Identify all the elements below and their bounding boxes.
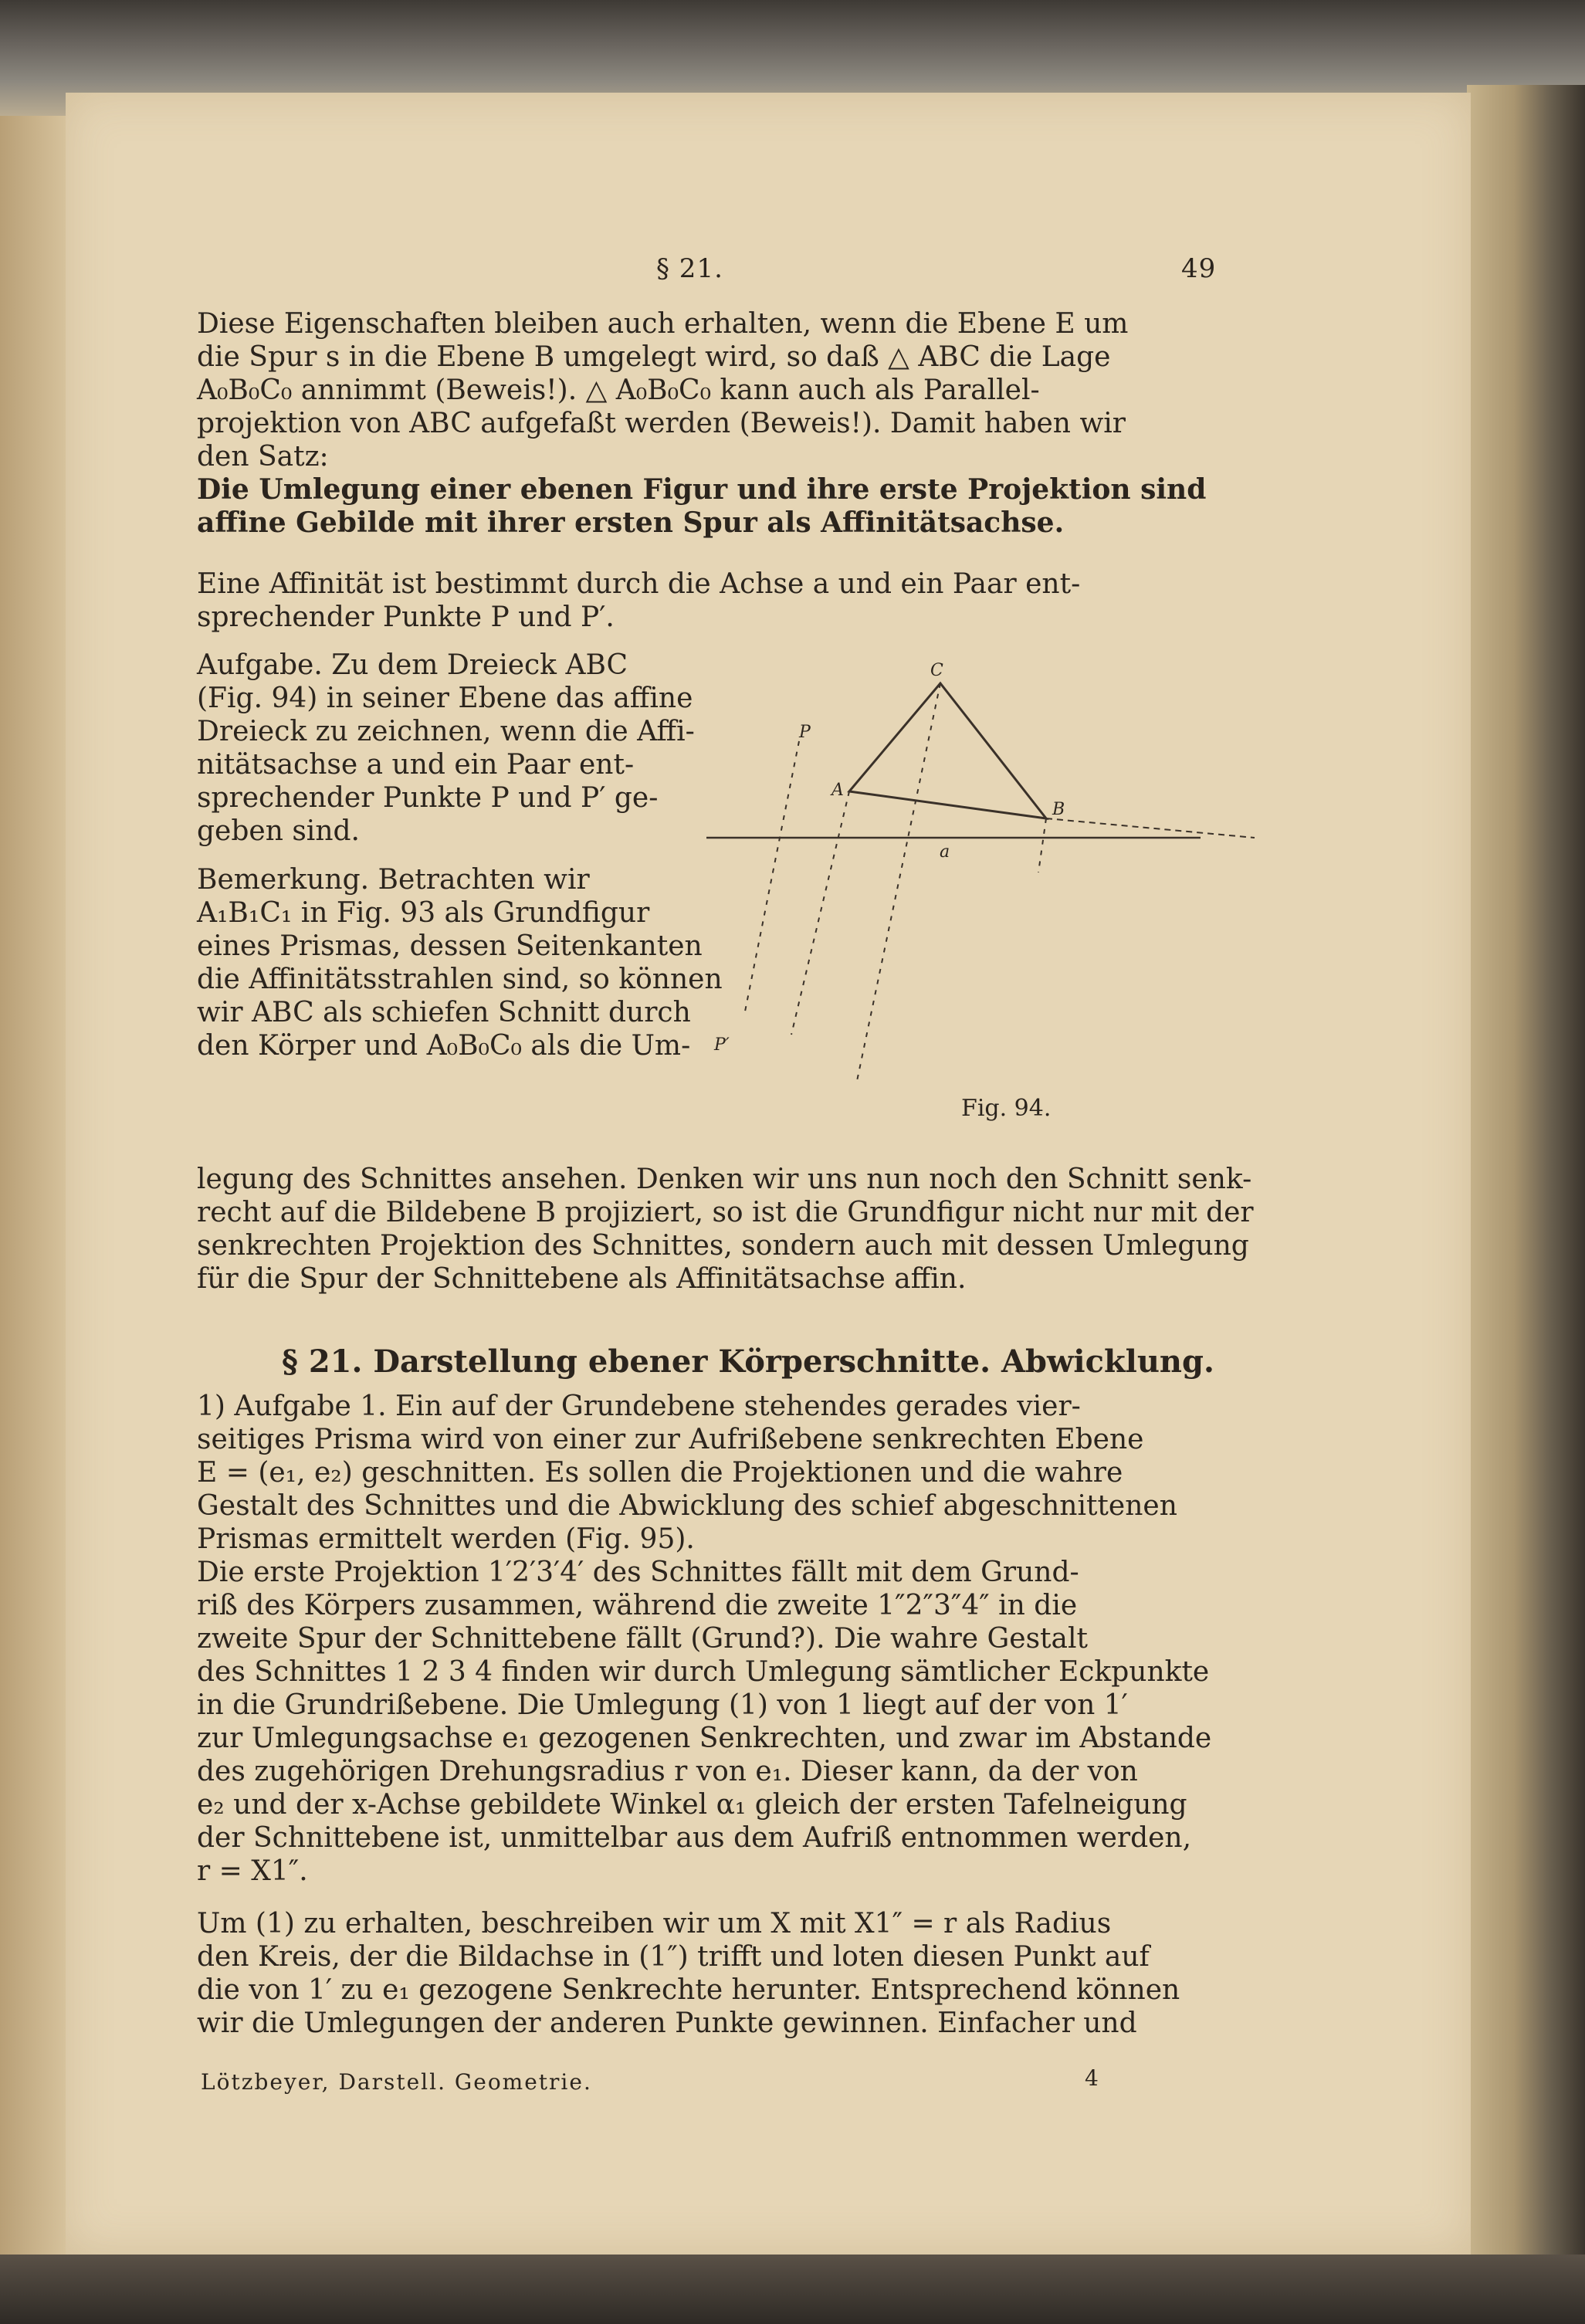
- text-line: Prismas ermittelt werden (Fig. 95).: [197, 1523, 695, 1555]
- section-heading: § 21. Darstellung ebener Körperschnitte. Abwicklung.: [282, 1343, 1214, 1380]
- text-line: Eine Affinität ist bestimmt durch die Achse a und ein Paar ent-: [197, 568, 1081, 600]
- text-line: (Fig. 94) in seiner Ebene das affine: [197, 683, 693, 714]
- left-page-edge: [0, 116, 66, 2278]
- text-line: die von 1′ zu e₁ gezogene Senkrechte herunter. Entsprechend können: [197, 1974, 1180, 2006]
- text-line: den Körper und A₀B₀C₀ als die Um-: [197, 1030, 691, 1062]
- affinity-ray-a: [791, 791, 849, 1035]
- affinity-axis-dashed: [1046, 818, 1255, 838]
- text-line: die Spur s in die Ebene B umgelegt wird, so daß △ ABC die Lage: [197, 341, 1111, 373]
- section-text: [197, 1390, 1278, 1888]
- text-line: nitätsachse a und ein Paar ent-: [197, 749, 635, 781]
- task-paragraph: [197, 649, 695, 848]
- text-line: in die Grundrißebene. Die Umlegung (1) von 1 liegt auf der von 1′: [197, 1689, 1128, 1721]
- text-line: Die Umlegung einer ebenen Figur und ihre erste Projektion sind: [197, 473, 1207, 506]
- text-line: des Schnittes 1 2 3 4 finden wir durch Umlegung sämtlicher Eckpunkte: [197, 1656, 1210, 1688]
- text-line: Diese Eigenschaften bleiben auch erhalten, wenn die Ebene E um: [197, 308, 1129, 340]
- text-line: senkrechten Projektion des Schnittes, sondern auch mit dessen Umlegung: [197, 1230, 1249, 1262]
- label-c: C: [930, 661, 943, 680]
- section-text-2: [197, 1907, 1278, 2040]
- text-line: legung des Schnittes ansehen. Denken wir uns nun noch den Schnitt senk-: [197, 1164, 1252, 1195]
- affinity-ray-b: [1038, 818, 1046, 872]
- text-line: recht auf die Bildebene B projiziert, so ist die Grundfigur nicht nur mit der: [197, 1197, 1254, 1228]
- text-line: A₀B₀C₀ annimmt (Beweis!). △ A₀B₀C₀ kann auch als Parallel-: [197, 374, 1040, 406]
- text-line: affine Gebilde mit ihrer ersten Spur als Affinitätsachse.: [197, 506, 1065, 539]
- text-line: A₁B₁C₁ in Fig. 93 als Grundfigur: [197, 897, 650, 929]
- remark-paragraph: [197, 863, 723, 1062]
- text-line: für die Spur der Schnittebene als Affinitätsachse affin.: [197, 1263, 967, 1295]
- text-line: Die erste Projektion 1′2′3′4′ des Schnittes fällt mit dem Grund-: [197, 1557, 1079, 1588]
- label-b: B: [1052, 800, 1065, 819]
- text-line: projektion von ABC aufgefaßt werden (Beweis!). Damit haben wir: [197, 408, 1126, 439]
- text-line: seitiges Prisma wird von einer zur Aufrißebene senkrechten Ebene: [197, 1424, 1144, 1455]
- text-line: eines Prismas, dessen Seitenkanten: [197, 930, 703, 962]
- figure-94: [699, 649, 1285, 1081]
- text-line: des zugehörigen Drehungsradius r von e₁. Dieser kann, da der von: [197, 1756, 1138, 1787]
- book-cover-edge: [1467, 85, 1585, 2285]
- text-line: Gestalt des Schnittes und die Abwicklung des schief abgeschnittenen: [197, 1490, 1177, 1522]
- text-line: Aufgabe. Zu dem Dreieck ABC: [197, 649, 628, 681]
- text-line: der Schnittebene ist, unmittelbar aus dem Aufriß entnommen werden,: [197, 1822, 1192, 1854]
- text-line: e₂ und der x-Achse gebildete Winkel α₁ gleich der ersten Tafelneigung: [197, 1789, 1187, 1821]
- text-line: wir die Umlegungen der anderen Punkte gewinnen. Einfacher und: [197, 2007, 1137, 2039]
- text-line: Dreieck zu zeichnen, wenn die Affi-: [197, 716, 695, 747]
- label-p-prime: P′: [714, 1035, 730, 1055]
- text-line: r = X1″.: [197, 1855, 308, 1887]
- paragraph-1: [197, 307, 1278, 473]
- text-line: sprechender Punkte P und P′.: [197, 601, 615, 633]
- theorem: [197, 473, 1278, 540]
- book-page: [66, 93, 1471, 2255]
- footer-author: Lötzbeyer, Darstell. Geometrie.: [201, 2069, 592, 2095]
- text-line: wir ABC als schiefen Schnitt durch: [197, 997, 691, 1028]
- text-line: den Satz:: [197, 441, 329, 473]
- text-line: die Affinitätsstrahlen sind, so können: [197, 964, 723, 995]
- text-line: sprechender Punkte P und P′ ge-: [197, 782, 659, 814]
- section-header: § 21.: [656, 253, 723, 284]
- label-axis-a: a: [940, 842, 950, 862]
- text-line: riß des Körpers zusammen, während die zweite 1″2″3″4″ in die: [197, 1590, 1078, 1621]
- label-p: P: [799, 723, 811, 742]
- page-number: 49: [1181, 253, 1217, 284]
- remark-continuation: [197, 1163, 1278, 1296]
- triangle-abc: [849, 683, 1046, 818]
- affinity-ray-p: [745, 741, 799, 1011]
- text-line: Um (1) zu erhalten, beschreiben wir um X mit X1″ = r als Radius: [197, 1908, 1112, 1939]
- text-line: 1) Aufgabe 1. Ein auf der Grundebene stehendes gerades vier-: [197, 1391, 1081, 1422]
- text-line: zweite Spur der Schnittebene fällt (Grund?). Die wahre Gestalt: [197, 1623, 1088, 1655]
- text-line: geben sind.: [197, 815, 360, 847]
- label-a: A: [831, 781, 844, 800]
- book-bottom-shadow: [0, 2255, 1585, 2324]
- footer-signature: 4: [1085, 2065, 1100, 2091]
- paragraph-2: [197, 567, 1278, 634]
- text-line: zur Umlegungsachse e₁ gezogenen Senkrechten, und zwar im Abstande: [197, 1723, 1212, 1754]
- figure-94-caption: Fig. 94.: [961, 1095, 1052, 1122]
- text-line: E = (e₁, e₂) geschnitten. Es sollen die Projektionen und die wahre: [197, 1457, 1123, 1489]
- text-line: den Kreis, der die Bildachse in (1″) trifft und loten diesen Punkt auf: [197, 1941, 1150, 1973]
- affinity-ray-c: [857, 683, 940, 1081]
- text-line: Bemerkung. Betrachten wir: [197, 864, 590, 896]
